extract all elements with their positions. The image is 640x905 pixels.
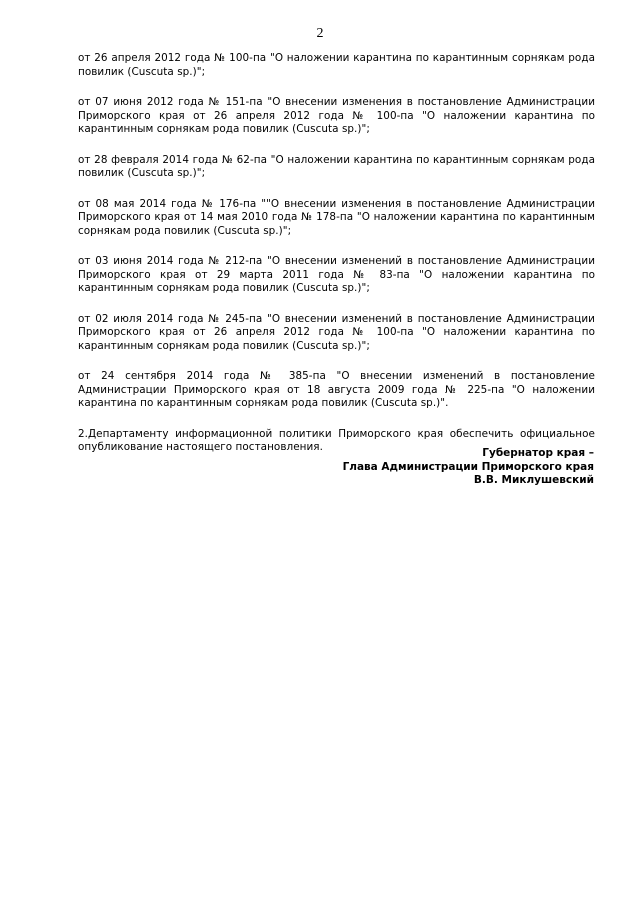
signature-block: [194, 447, 594, 488]
document-body: [78, 52, 595, 455]
publication-clause: 2.Департаменту информационной политики Приморского края обеспечить официальное опубликование настоящего постановления.: [78, 427, 595, 453]
signature-name: В.В. Миклушевский: [473, 474, 594, 486]
signature-title: Губернатор края –: [482, 447, 594, 459]
resolution-item-6: от 02 июля 2014 года № 245-па "О внесении изменений в постановление Администрации Приморского края от 26 апреля 2012 года № 100-па "О наложении карантина по карантинным сорнякам рода повилик (Cuscuta sp.)";: [78, 312, 595, 352]
page-number: 2: [316, 26, 324, 41]
resolution-item-5: от 03 июня 2014 года № 212-па "О внесении изменений в постановление Администрации Приморского края от 29 марта 2011 года № 83-па "О наложении карантина по карантинным сорнякам рода повилик (Cuscuta sp.)";: [78, 255, 595, 294]
resolution-item-4: от 08 мая 2014 года № 176-па ""О внесении изменения в постановление Администрации Приморского края от 14 мая 2010 года № 178-па "О наложении карантина по карантинным сорнякам рода повилик (Cuscuta sp.)";: [78, 197, 595, 237]
resolution-item-1: от 26 апреля 2012 года № 100-па "О наложении карантина по карантинным сорнякам рода повилик (Cuscuta sp.)";: [78, 52, 595, 78]
resolution-item-7: от 24 сентября 2014 года № 385-па "О внесении изменений в постановление Администрации Приморского края от 18 августа 2009 года № 225-па "О наложении карантина по карантинным сорнякам рода повилик (Cuscuta sp.)".: [78, 370, 595, 409]
resolution-item-3: от 28 февраля 2014 года № 62-па "О наложении карантина по карантинным сорнякам рода повилик (Cuscuta sp.)";: [78, 153, 595, 179]
resolution-item-2: от 07 июня 2012 года № 151-па "О внесении изменения в постановление Администрации Приморского края от 26 апреля 2012 года № 100-па "О наложении карантина по карантинным сорнякам рода повилик (Cuscuta sp.)";: [78, 96, 595, 135]
signature-position: Глава Администрации Приморского края: [342, 460, 594, 473]
